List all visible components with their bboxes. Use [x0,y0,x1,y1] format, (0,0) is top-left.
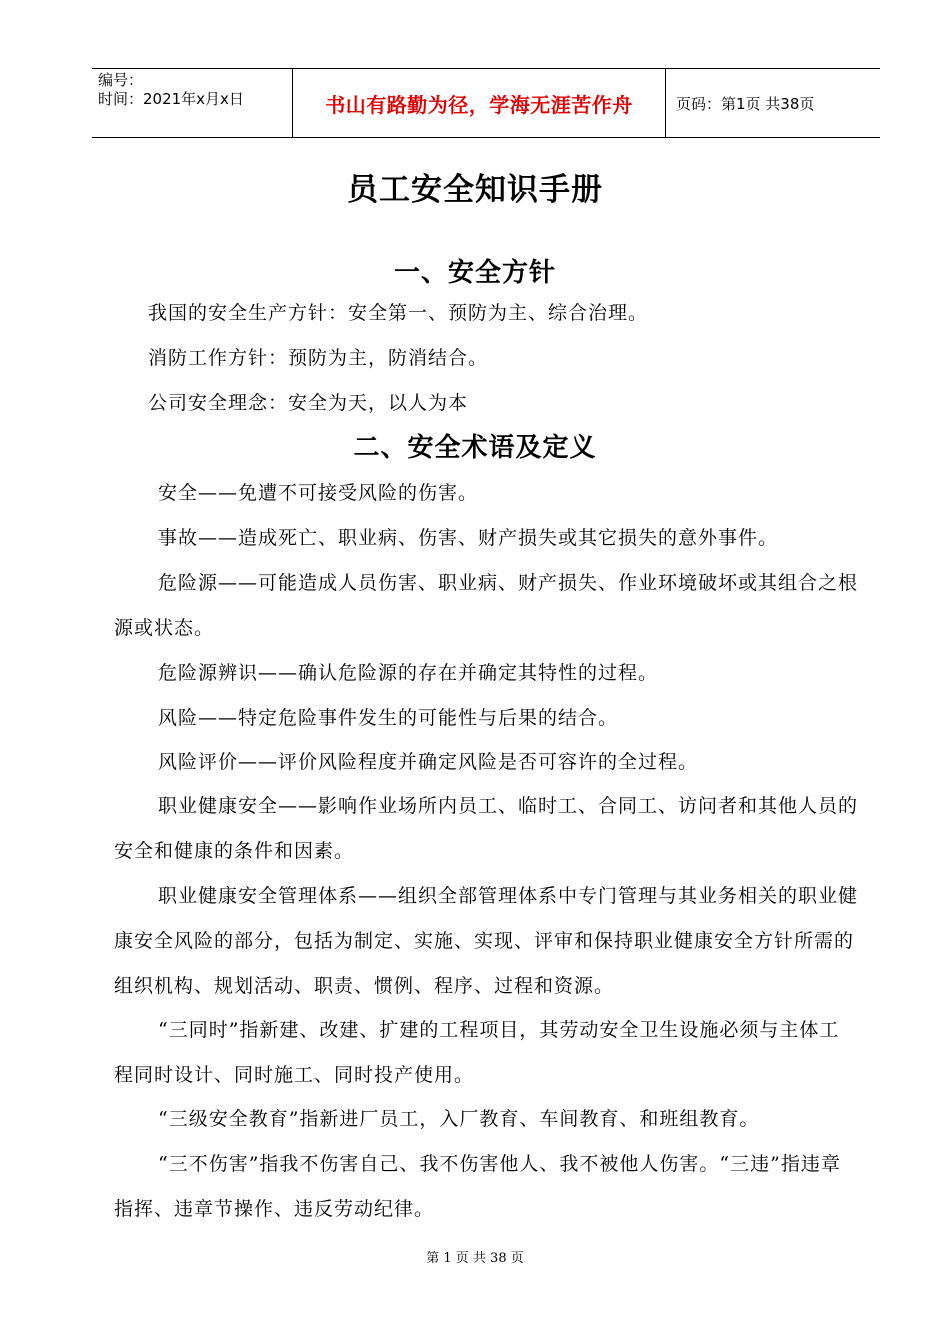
section1-heading: 一、安全方针 [393,258,556,288]
definition-paragraph: 事故——造成死亡、职业病、伤害、财产损失或其它损失的意外事件。 [158,527,779,549]
definition-paragraph: 风险——特定危险事件发生的可能性与后果的结合。 [158,707,619,729]
header-page-info: 页码：第1页 共38页 [676,94,815,113]
definition-paragraph: 职业健康安全管理体系——组织全部管理体系中专门管理与其业务相关的职业健康安全风险的部分，包括为制定、实施、实现、评审和保持职业健康安全方针所需的组织机构、规划活动、职责、惯例、程序、过程和资源。 [114,885,859,997]
section1-line: 我国的安全生产方针：安全第一、预防为主、综合治理。 [148,302,649,324]
definition-paragraph: “三同时”指新建、改建、扩建的工程项目，其劳动安全卫生设施必须与主体工程同时设计、同时施工、同时投产使用。 [114,1019,840,1086]
section1-line: 公司安全理念：安全为天，以人为本 [148,392,469,414]
definition-paragraph: 职业健康安全——影响作业场所内员工、临时工、合同工、访问者和其他人员的安全和健康的条件和因素。 [114,795,859,862]
header-motto: 书山有路勤为径，学海无涯苦作舟 [293,69,666,137]
definition-paragraph: 危险源辨识——确认危险源的存在并确定其特性的过程。 [158,662,659,684]
definition-paragraph: “三不伤害”指我不伤害自己、我不伤害他人、我不被他人伤害。“三违”指违章指挥、违章节操作、违反劳动纪律。 [114,1153,841,1220]
code-label: 编号： [98,71,144,89]
definition-paragraph: 风险评价——评价风险程度并确定风险是否可容许的全过程。 [158,751,699,773]
section1-line: 消防工作方针：预防为主，防消结合。 [148,347,489,369]
time-label: 时间：2021年x月x日 [98,90,244,108]
header-meta [92,69,293,137]
definition-paragraph: 安全——免遭不可接受风险的伤害。 [158,482,479,504]
document-title: 员工安全知识手册 [347,172,603,208]
definition-paragraph: “三级安全教育”指新进厂员工，入厂教育、车间教育、和班组教育。 [158,1108,760,1130]
page-header [92,68,880,138]
section2-heading: 二、安全术语及定义 [353,433,597,463]
page-footer: 第 1 页 共 38 页 [426,1251,524,1266]
definition-paragraph: 危险源——可能造成人员伤害、职业病、财产损失、作业环境破坏或其组合之根源或状态。 [114,572,859,639]
